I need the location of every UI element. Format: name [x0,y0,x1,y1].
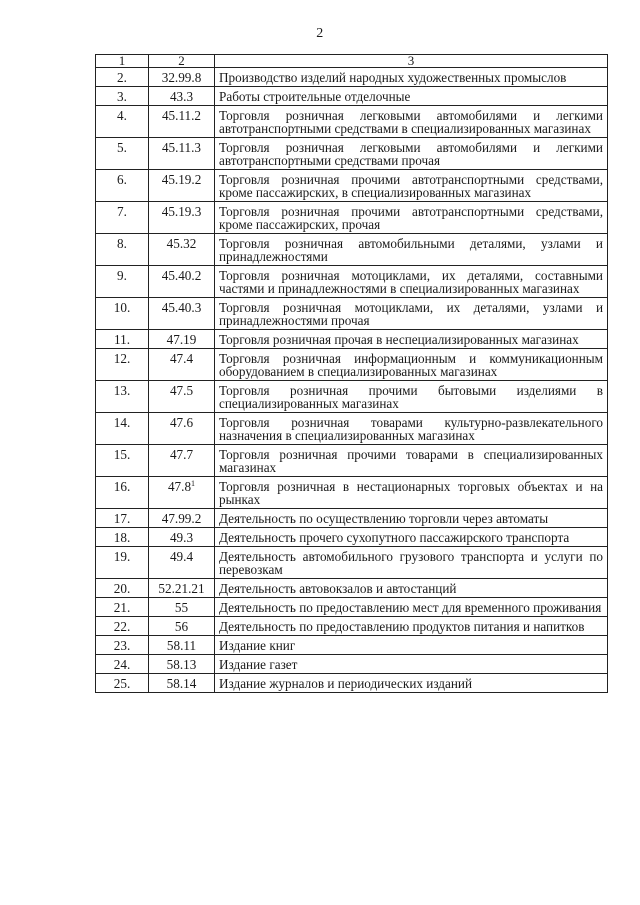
activity-name-cell: Деятельность по предоставлению продуктов питания и напитков [215,617,608,636]
okved-code-cell [149,579,215,598]
okved-code: 47.5 [169,383,194,398]
okved-code: 58.14 [166,676,197,691]
okved-code-cell [149,655,215,674]
row-number-cell: 18. [96,528,149,547]
table-row [96,413,608,445]
okved-code-cell [149,509,215,528]
activity-name-cell: Торговля розничная информационным и коммуникационным оборудованием в специализированных магазинах [215,349,608,381]
activity-name-cell: Торговля розничная легковыми автомобилями и легкими автотранспортными средствами в специализированных магазинах [215,106,608,138]
row-number-cell: 8. [96,234,149,266]
table-row [96,138,608,170]
okved-code-cell [149,445,215,477]
row-number-cell: 12. [96,349,149,381]
activity-name-cell: Торговля розничная прочими автотранспортными средствами, кроме пассажирских, прочая [215,202,608,234]
okved-code-cell [149,266,215,298]
row-number-cell: 24. [96,655,149,674]
row-number-cell: 17. [96,509,149,528]
column-header-number: 1 [96,55,149,68]
okved-code-cell [149,87,215,106]
column-header-code: 2 [149,55,215,68]
activity-name-cell: Издание журналов и периодических изданий [215,674,608,693]
okved-code-cell [149,547,215,579]
table-row [96,579,608,598]
row-number-cell: 11. [96,330,149,349]
table-row [96,477,608,509]
row-number-cell: 5. [96,138,149,170]
okved-code: 43.3 [169,89,194,104]
row-number-cell: 25. [96,674,149,693]
okved-code: 45.40.2 [161,268,202,283]
activity-name-cell: Издание книг [215,636,608,655]
okved-code: 47.19 [166,332,197,347]
okved-code-cell [149,477,215,509]
okved-code: 49.3 [169,530,194,545]
row-number-cell: 22. [96,617,149,636]
table-row [96,528,608,547]
okved-code: 52.21.21 [158,581,205,596]
table-row [96,234,608,266]
activity-name-cell: Издание газет [215,655,608,674]
okved-code: 56 [174,619,189,634]
okved-code-cell [149,298,215,330]
table-row [96,547,608,579]
row-number-cell: 3. [96,87,149,106]
okved-code-cell [149,528,215,547]
okved-code-cell [149,170,215,202]
activity-name-cell: Торговля розничная мотоциклами, их деталями, узлами и принадлежностями прочая [215,298,608,330]
okved-code: 49.4 [169,549,194,564]
activity-name-cell: Торговля розничная в нестационарных торговых объектах и на рынках [215,477,608,509]
row-number-cell: 9. [96,266,149,298]
okved-code: 47.99.2 [161,511,202,526]
okved-code-cell [149,598,215,617]
row-number-cell: 20. [96,579,149,598]
activity-name-cell: Торговля розничная прочими автотранспортными средствами, кроме пассажирских, в специализированных магазинах [215,170,608,202]
table-row [96,674,608,693]
okved-code: 45.40.3 [161,300,202,315]
activity-name-cell: Торговля розничная мотоциклами, их деталями, составными частями и принадлежностями в специализированных магазинах [215,266,608,298]
table-row [96,170,608,202]
okved-code-cell [149,349,215,381]
okved-code: 58.11 [166,638,197,653]
table-row [96,330,608,349]
okved-code: 47.8 [167,479,192,494]
activity-name-cell: Деятельность автовокзалов и автостанций [215,579,608,598]
table-row [96,266,608,298]
activity-name-cell: Производство изделий народных художественных промыслов [215,68,608,87]
table-row [96,68,608,87]
row-number-cell: 6. [96,170,149,202]
table-row [96,445,608,477]
okved-code-cell [149,636,215,655]
okved-code: 45.11.2 [161,108,202,123]
activity-name-cell: Торговля розничная автомобильными деталями, узлами и принадлежностями [215,234,608,266]
okved-code: 45.32 [166,236,197,251]
activity-name-cell: Деятельность по предоставлению мест для временного проживания [215,598,608,617]
okved-code: 47.7 [169,447,194,462]
table-row [96,349,608,381]
row-number-cell: 16. [96,477,149,509]
okved-code: 45.19.3 [161,204,202,219]
row-number-cell: 2. [96,68,149,87]
okved-code-cell [149,674,215,693]
okved-code-cell [149,138,215,170]
activity-name-cell: Торговля розничная прочими бытовыми изделиями в специализированных магазинах [215,381,608,413]
okved-code-cell [149,330,215,349]
okved-code: 32.99.8 [161,70,202,85]
row-number-cell: 14. [96,413,149,445]
okved-code-cell [149,68,215,87]
activity-name-cell: Торговля розничная товарами культурно-развлекательного назначения в специализированных магазинах [215,413,608,445]
table-header-row [96,55,608,68]
okved-code: 45.11.3 [161,140,202,155]
okved-code-cell [149,381,215,413]
table-row [96,655,608,674]
table-row [96,202,608,234]
okved-code-cell [149,202,215,234]
table-row [96,298,608,330]
okved-code: 55 [174,600,189,615]
row-number-cell: 19. [96,547,149,579]
okved-code-footnote-mark: 1 [191,479,196,488]
okved-code-cell [149,617,215,636]
activity-name-cell: Торговля розничная прочими товарами в специализированных магазинах [215,445,608,477]
table-row [96,87,608,106]
okved-code-cell [149,106,215,138]
row-number-cell: 10. [96,298,149,330]
row-number-cell: 13. [96,381,149,413]
column-header-name: 3 [215,55,608,68]
okved-code: 45.19.2 [161,172,202,187]
okved-code-cell [149,413,215,445]
okved-code: 58.13 [166,657,197,672]
table-row [96,509,608,528]
okved-code-cell [149,234,215,266]
activity-name-cell: Торговля розничная прочая в неспециализированных магазинах [215,330,608,349]
page-number: 2 [316,26,324,41]
row-number-cell: 7. [96,202,149,234]
table-row [96,617,608,636]
okved-code: 47.4 [169,351,194,366]
table-row [96,636,608,655]
activity-name-cell: Деятельность автомобильного грузового транспорта и услуги по перевозкам [215,547,608,579]
table-row [96,106,608,138]
table-row [96,381,608,413]
table-row [96,598,608,617]
row-number-cell: 15. [96,445,149,477]
row-number-cell: 21. [96,598,149,617]
activity-name-cell: Работы строительные отделочные [215,87,608,106]
row-number-cell: 23. [96,636,149,655]
activity-name-cell: Деятельность по осуществлению торговли через автоматы [215,509,608,528]
okved-table [95,54,608,693]
activity-name-cell: Деятельность прочего сухопутного пассажирского транспорта [215,528,608,547]
okved-code: 47.6 [169,415,194,430]
row-number-cell: 4. [96,106,149,138]
activity-name-cell: Торговля розничная легковыми автомобилями и легкими автотранспортными средствами прочая [215,138,608,170]
